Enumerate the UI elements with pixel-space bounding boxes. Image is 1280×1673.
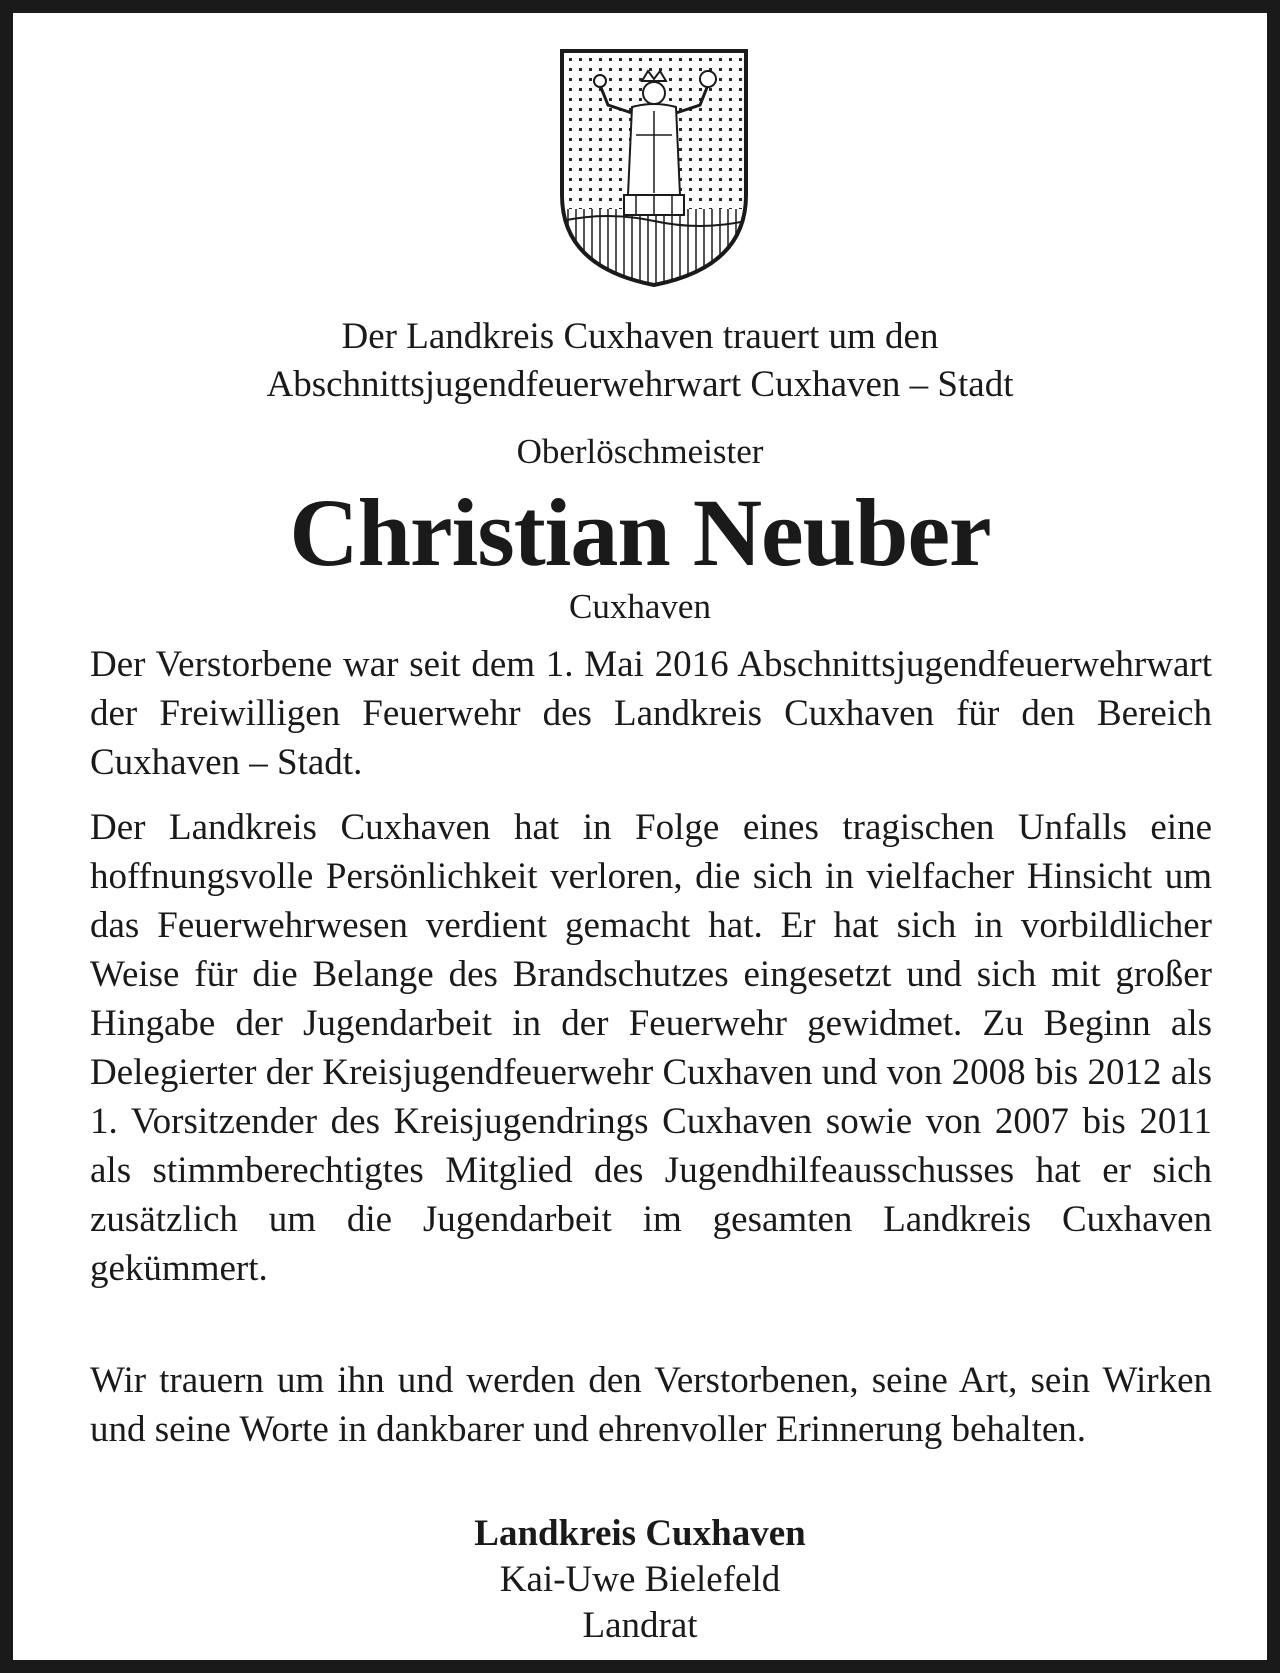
paragraph-mourning: Wir trauern um ihn und werden den Verstorbenen, seine Art, sein Wirken und seine Worte in dankbarer und ehrenvoller Erinnerung behalten. [90,1360,1212,1450]
signature-title: Landrat [582,1605,698,1646]
signature-organization: Landkreis Cuxhaven [474,1513,806,1554]
hometown: Cuxhaven [569,587,711,626]
intro-line-2: Abschnittsjugendfeuerwehrwart Cuxhaven – Stadt [266,364,1014,405]
rank-title: Oberlöschmeister [516,432,764,471]
intro-line-1: Der Landkreis Cuxhaven trauert um den [341,316,939,357]
paragraph-service: Der Verstorbene war seit dem 1. Mai 2016 Abschnittsjugendfeuerwehrwart der Freiwilligen Feuerwehr des Landkreis Cuxhaven für den Bereich Cuxhaven – Stadt. [90,644,1212,783]
paragraph-tribute: Der Landkreis Cuxhaven hat in Folge eines tragischen Unfalls eine hoffnungsvolle Persönlichkeit verloren, die sich in vielfacher Hinsicht um das Feuerwehrwesen verdient gemacht hat. Er hat sich in vorbildlicher Weise für die Belange des Brandschutzes eingesetzt und sich mit großer Hingabe der Jugendarbeit in der Feuerwehr gewidmet. Zu Beginn als Delegierter der Kreisjugendfeuerwehr Cuxhaven und von 2008 bis 2012 als 1. Vorsitzender des Kreisjugendrings Cuxhaven sowie von 2007 bis 2011 als stimmberechtigtes Mitglied des Jugendhilfeausschusses hat er sich zusätzlich um die Jugendarbeit im gesamten Landkreis Cuxhaven gekümmert. [90,807,1212,1289]
deceased-name: Christian Neuber [289,479,991,586]
intro-text [73,313,1207,409]
coat-of-arms-icon [556,45,752,289]
signature-name: Kai-Uwe Bielefeld [499,1559,781,1600]
